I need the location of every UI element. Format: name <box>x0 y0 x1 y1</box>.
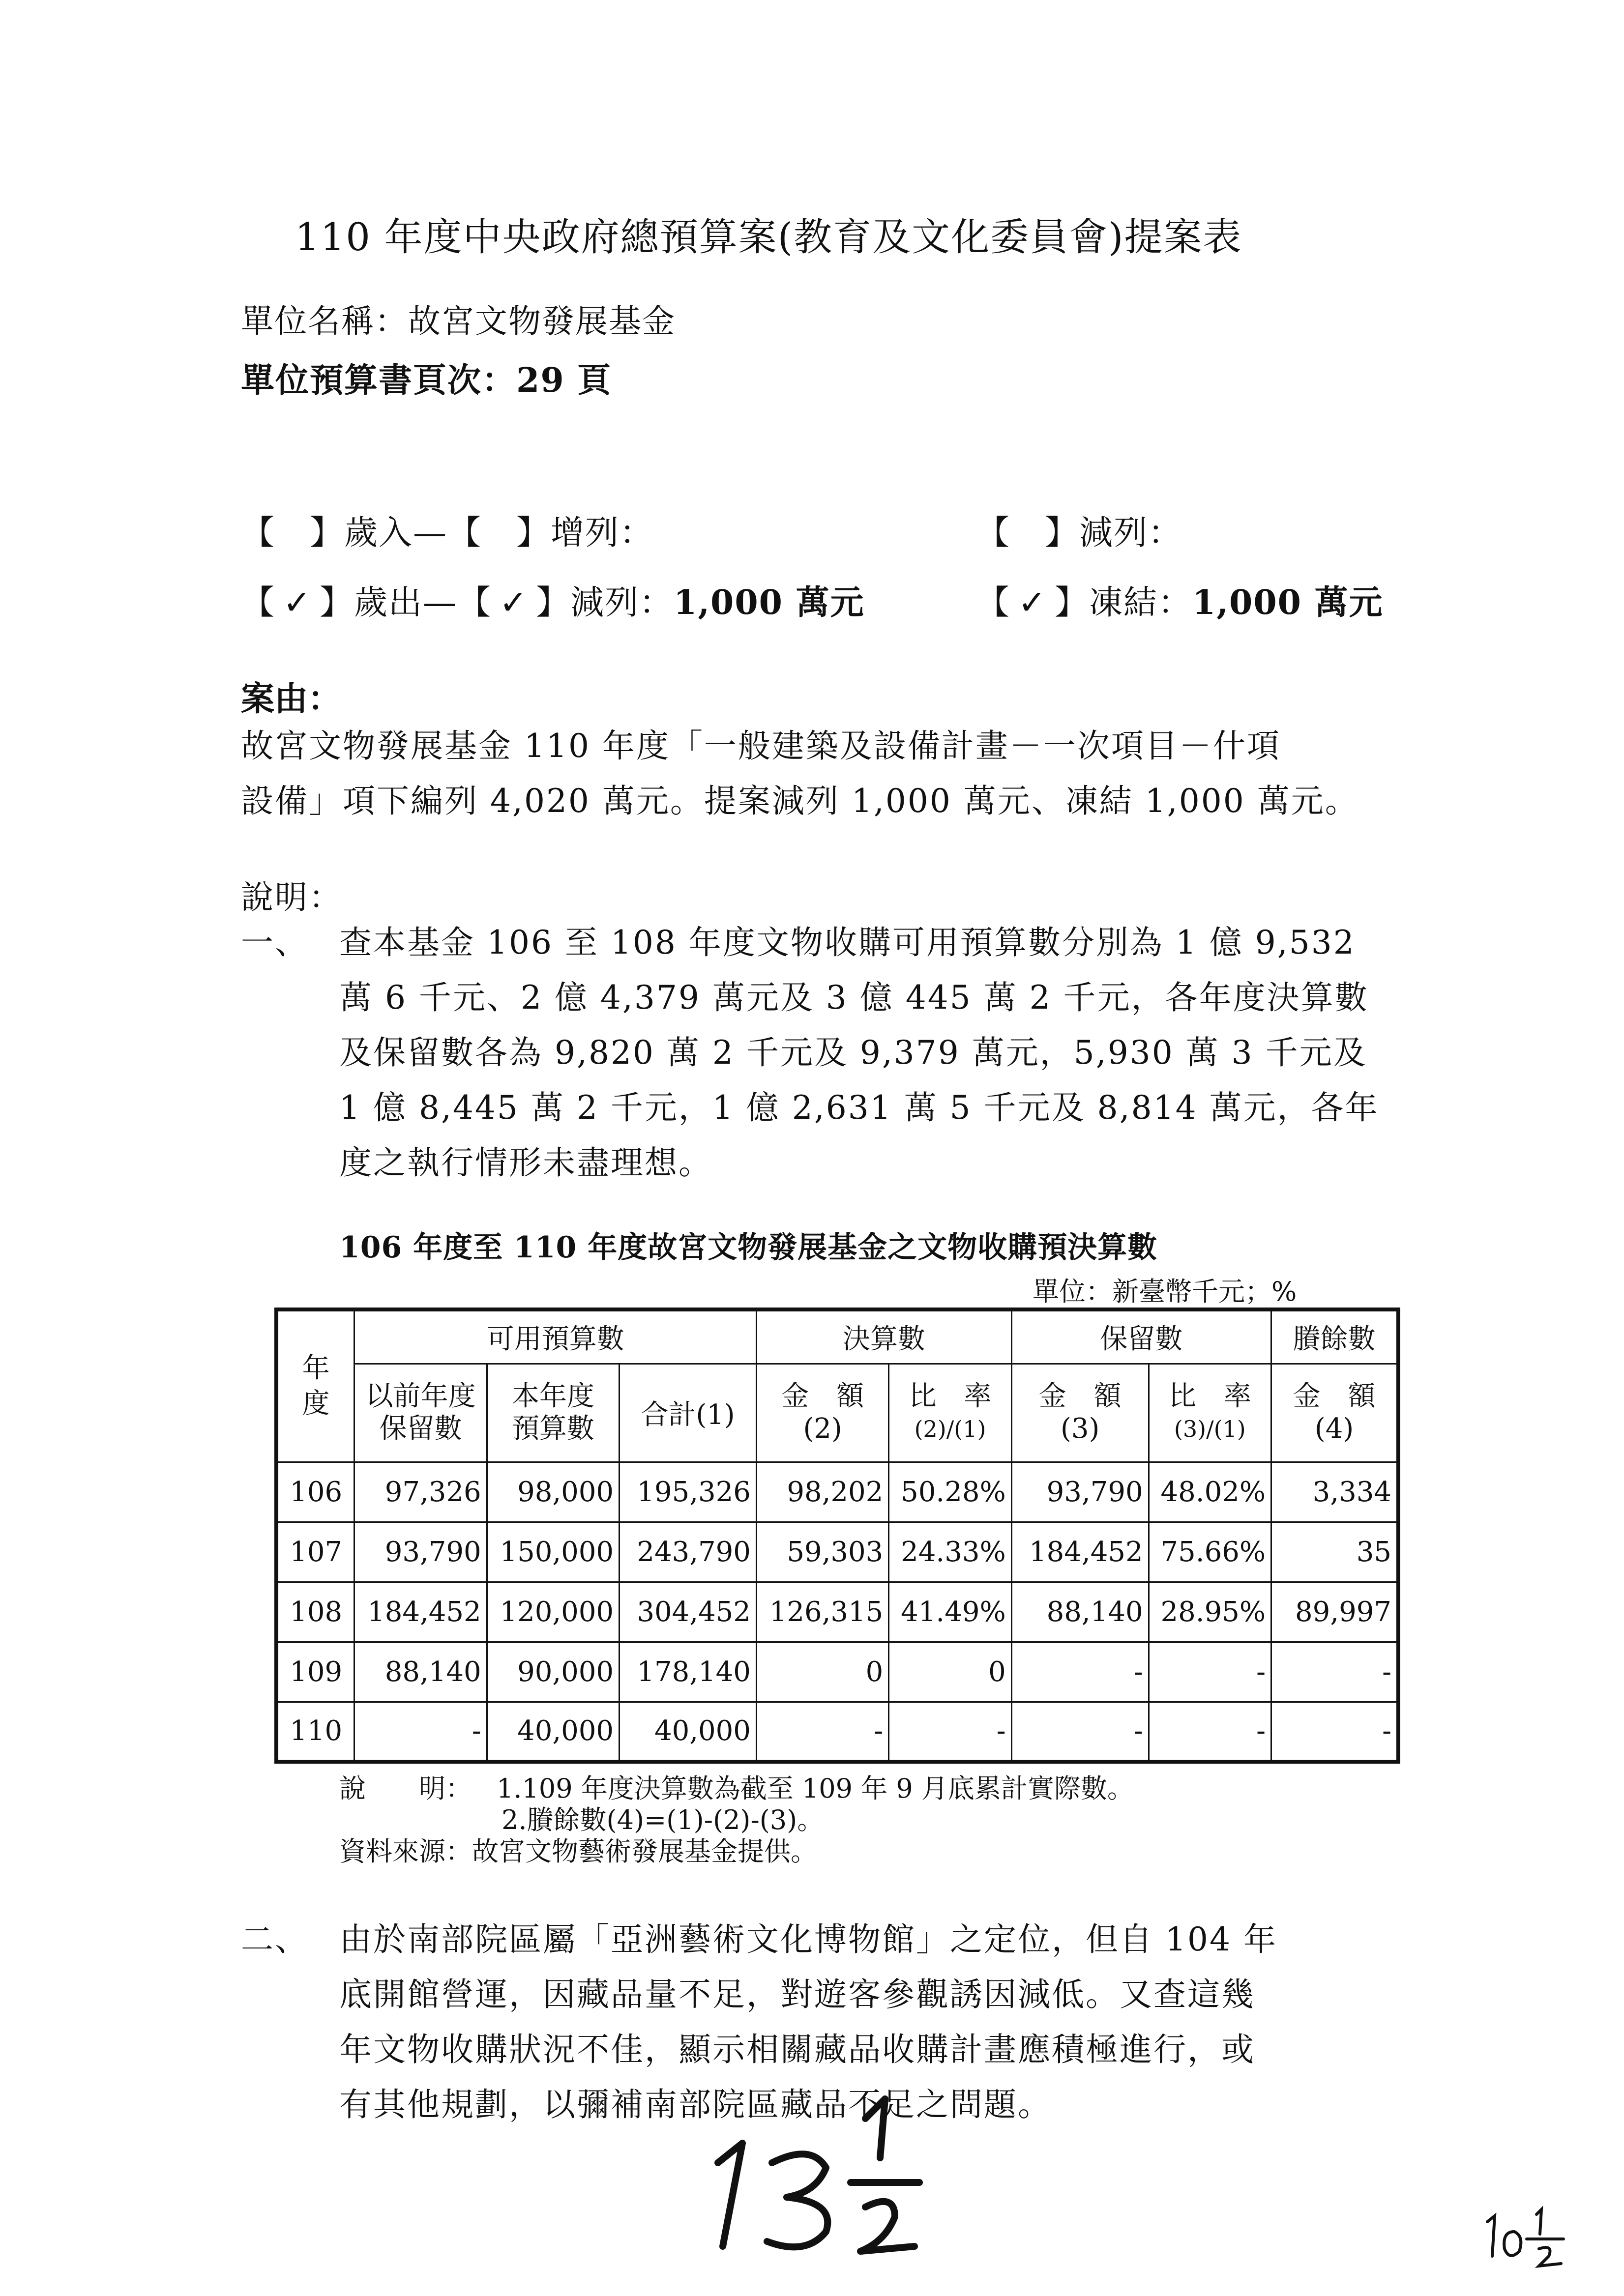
header-final-amount <box>756 1364 888 1462</box>
header-year <box>276 1309 354 1462</box>
freeze-amount: 1,000 萬元 <box>1192 583 1384 622</box>
explain-heading: 說明： <box>241 878 343 916</box>
check-icon: ✓ <box>1018 583 1047 622</box>
cell-fin-ratio: 50.28% <box>889 1462 1011 1522</box>
header-label: 金 額 <box>1293 1380 1376 1412</box>
cell-res-ratio: - <box>1149 1642 1271 1702</box>
cell-prev: 184,452 <box>354 1582 487 1642</box>
header-sub: (4) <box>1314 1413 1354 1445</box>
decrease-amount: 1,000 萬元 <box>674 583 865 622</box>
cell-total: 40,000 <box>620 1702 757 1762</box>
cell-res-ratio: 28.95% <box>1149 1582 1271 1642</box>
header-available: 可用預算數 <box>354 1309 757 1364</box>
cell-total: 304,452 <box>620 1582 757 1642</box>
option-label: 】歲出—【 <box>320 583 492 622</box>
item2-line: 底開館營運，因藏品量不足，對遊客參觀誘因減低。又查這幾 <box>339 1976 1255 2013</box>
cell-sur: 3,334 <box>1271 1462 1398 1522</box>
cell-total: 178,140 <box>620 1642 757 1702</box>
header-label: 金 額 <box>781 1380 864 1412</box>
option-revenue-increase: 【 】歲入—【 】增列： <box>241 514 654 552</box>
table-row <box>276 1582 1398 1642</box>
header-label: 以前年度保留數 <box>365 1380 476 1445</box>
header-res-ratio <box>1149 1364 1271 1462</box>
item2-line: 由於南部院區屬「亞洲藝術文化博物館」之定位，但自 104 年 <box>339 1920 1277 1958</box>
cell-res-amt: - <box>1011 1702 1149 1762</box>
cell-res-ratio: 75.66% <box>1149 1522 1271 1582</box>
handwritten-corner-mark <box>1480 2202 1573 2271</box>
cell-fin-amt: - <box>756 1702 888 1762</box>
cell-prev: - <box>354 1702 487 1762</box>
cell-year: 108 <box>276 1582 354 1642</box>
item1-line: 及保留數各為 9,820 萬 2 千元及 9,379 萬元，5,930 萬 3 千元及 <box>339 1034 1367 1072</box>
cell-fin-amt: 126,315 <box>756 1582 888 1642</box>
cell-fin-amt: 0 <box>756 1642 888 1702</box>
item1-line: 1 億 8,445 萬 2 千元，1 億 2,631 萬 5 千元及 8,814 萬元，各年 <box>339 1089 1379 1127</box>
cell-res-ratio: - <box>1149 1702 1271 1762</box>
cell-curr: 90,000 <box>487 1642 619 1702</box>
header-label: 比 率 <box>1168 1380 1251 1412</box>
header-year-label: 年度 <box>302 1352 330 1420</box>
header-res-amount <box>1011 1364 1149 1462</box>
cell-res-amt: 88,140 <box>1011 1582 1149 1642</box>
budget-table <box>274 1308 1400 1764</box>
cell-year: 109 <box>276 1642 354 1702</box>
table-row <box>276 1702 1398 1762</box>
case-line: 設備」項下編列 4,020 萬元。提案減列 1,000 萬元、凍結 1,000 萬元。 <box>241 782 1359 820</box>
table-row <box>276 1462 1398 1522</box>
cell-total: 243,790 <box>620 1522 757 1582</box>
header-label: 金 額 <box>1038 1380 1122 1412</box>
unit-name: 單位名稱：故宮文物發展基金 <box>241 302 676 340</box>
header-sub: (3) <box>1061 1413 1100 1445</box>
header-curr-budget <box>487 1364 619 1462</box>
header-surplus: 賸餘數 <box>1271 1309 1398 1364</box>
cell-prev: 88,140 <box>354 1642 487 1702</box>
item1-line: 萬 6 千元、2 億 4,379 萬元及 3 億 445 萬 2 千元，各年度決算數 <box>339 979 1369 1017</box>
header-final-ratio <box>889 1364 1011 1462</box>
check-icon: ✓ <box>283 583 312 622</box>
cell-res-amt: 93,790 <box>1011 1462 1149 1522</box>
unit-budget-page: 單位預算書頁次：29 頁 <box>241 361 612 400</box>
option-revenue-decrease: 【 】減列： <box>976 514 1183 552</box>
header-label: 比 率 <box>909 1380 992 1412</box>
table-unit: 單位：新臺幣千元；% <box>1033 1276 1297 1307</box>
check-icon: ✓ <box>499 583 529 622</box>
cell-res-ratio: 48.02% <box>1149 1462 1271 1522</box>
table-note: 1.109 年度決算數為截至 109 年 9 月底累計實際數。 <box>497 1773 1134 1804</box>
table-title: 106 年度至 110 年度故宮文物發展基金之文物收購預決算數 <box>339 1230 1158 1265</box>
item2-line: 有其他規劃，以彌補南部院區藏品不足之問題。 <box>339 2086 1052 2123</box>
case-heading: 案由： <box>241 679 342 719</box>
cell-prev: 97,326 <box>354 1462 487 1522</box>
cell-year: 110 <box>276 1702 354 1762</box>
item-index: 一、 <box>241 924 309 961</box>
item1-line: 查本基金 106 至 108 年度文物收購可用預算數分別為 1 億 9,532 <box>339 924 1356 961</box>
cell-fin-ratio: 0 <box>889 1642 1011 1702</box>
header-total: 合計(1) <box>620 1364 757 1462</box>
header-sub: (3)/(1) <box>1174 1416 1246 1442</box>
table-source: 資料來源：故宮文物藝術發展基金提供。 <box>339 1836 817 1867</box>
cell-curr: 40,000 <box>487 1702 619 1762</box>
cell-res-amt: - <box>1011 1642 1149 1702</box>
option-label: 】減列： <box>536 583 674 622</box>
cell-curr: 98,000 <box>487 1462 619 1522</box>
cell-fin-ratio: 41.49% <box>889 1582 1011 1642</box>
cell-fin-amt: 59,303 <box>756 1522 888 1582</box>
page-title: 110 年度中央政府總預算案(教育及文化委員會)提案表 <box>295 215 1242 260</box>
table-note-label: 說 明： <box>339 1773 472 1804</box>
header-sub: (2)/(1) <box>914 1416 986 1442</box>
option-expenditure-decrease <box>241 576 865 624</box>
cell-fin-ratio: 24.33% <box>889 1522 1011 1582</box>
item-index: 二、 <box>241 1920 309 1958</box>
header-reserved: 保留數 <box>1011 1309 1271 1364</box>
cell-fin-ratio: - <box>889 1702 1011 1762</box>
cell-res-amt: 184,452 <box>1011 1522 1149 1582</box>
header-sub: (2) <box>803 1413 842 1445</box>
header-prev-reserved <box>354 1364 487 1462</box>
option-freeze <box>976 576 1384 624</box>
table-row <box>276 1642 1398 1702</box>
cell-sur: - <box>1271 1702 1398 1762</box>
cell-sur: - <box>1271 1642 1398 1702</box>
option-label: 】凍結： <box>1055 583 1193 622</box>
header-label: 本年度預算數 <box>511 1380 594 1445</box>
table-row <box>276 1522 1398 1582</box>
cell-year: 106 <box>276 1462 354 1522</box>
cell-curr: 150,000 <box>487 1522 619 1582</box>
table-note: 2.賸餘數(4)=(1)-(2)-(3)。 <box>502 1804 824 1835</box>
cell-sur: 89,997 <box>1271 1582 1398 1642</box>
cell-year: 107 <box>276 1522 354 1582</box>
case-line: 故宮文物發展基金 110 年度「一般建築及設備計畫－一次項目－什項 <box>241 727 1281 765</box>
cell-prev: 93,790 <box>354 1522 487 1582</box>
cell-fin-amt: 98,202 <box>756 1462 888 1522</box>
item1-line: 度之執行情形未盡理想。 <box>339 1144 712 1182</box>
header-final: 決算數 <box>756 1309 1011 1364</box>
handwritten-page-mark <box>688 2084 944 2261</box>
bracket-open: 【 <box>241 583 276 622</box>
item2-line: 年文物收購狀況不佳，顯示相關藏品收購計畫應積極進行，或 <box>339 2031 1255 2068</box>
bracket-open: 【 <box>976 583 1011 622</box>
header-sur-amount <box>1271 1364 1398 1462</box>
cell-total: 195,326 <box>620 1462 757 1522</box>
cell-sur: 35 <box>1271 1522 1398 1582</box>
cell-curr: 120,000 <box>487 1582 619 1642</box>
